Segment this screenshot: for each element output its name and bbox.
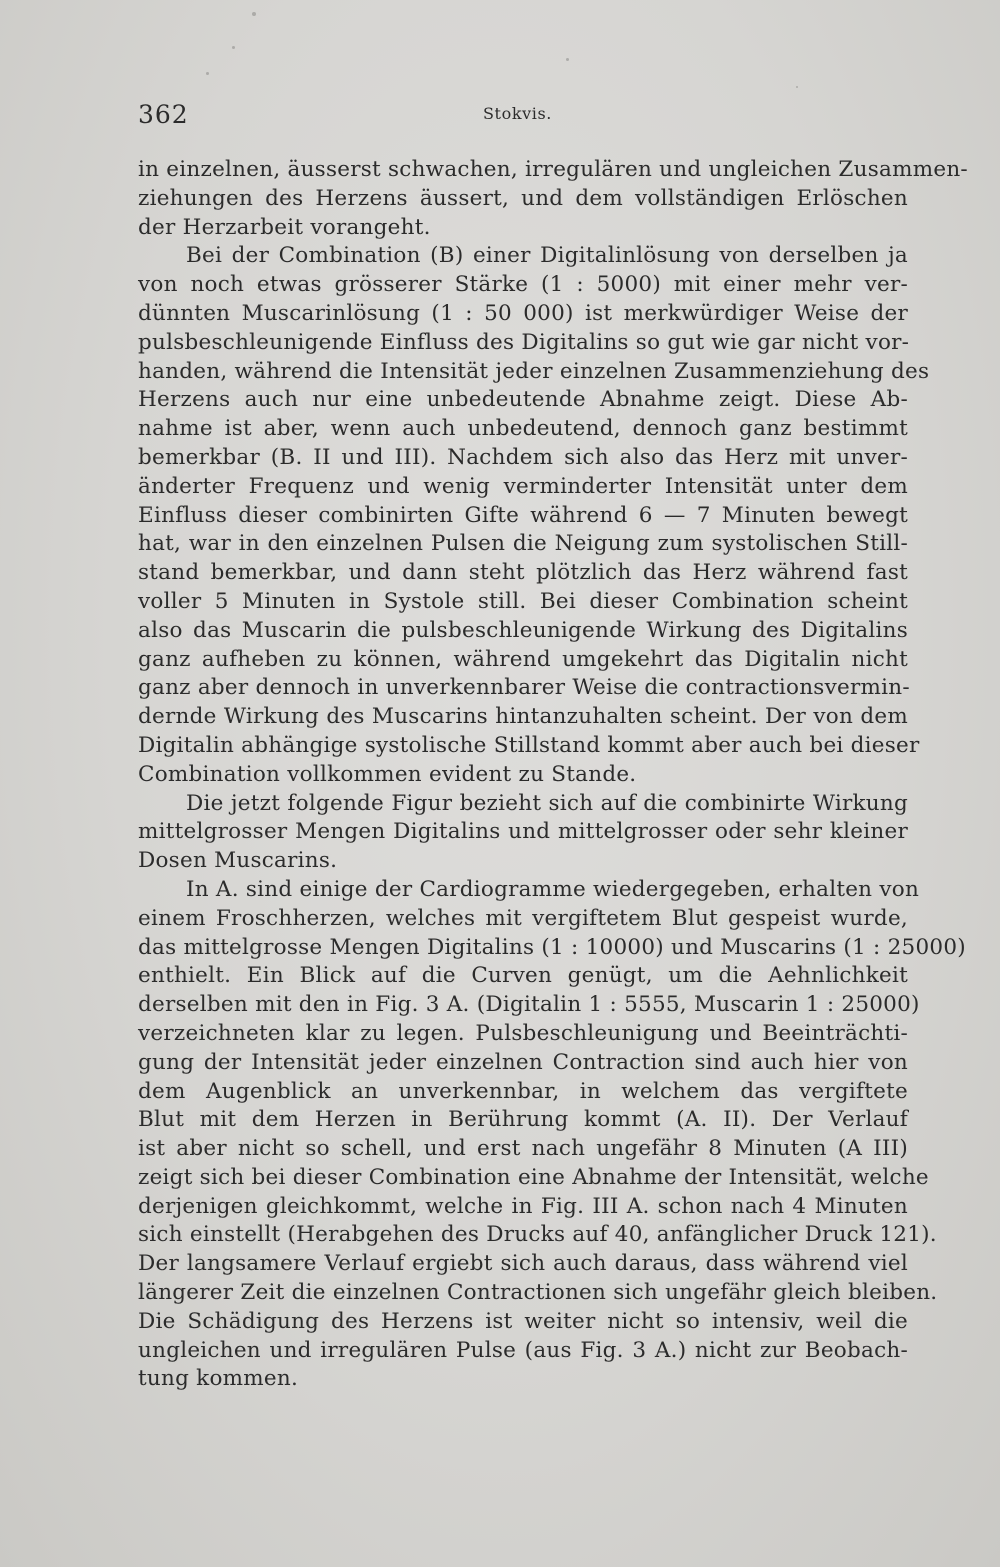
- text-line: voller 5 Minuten in Systole still. Bei dieser Combination scheint: [138, 588, 908, 614]
- text-line: dernde Wirkung des Muscarins hintanzuhalten scheint. Der von dem: [138, 704, 908, 730]
- text-line: Die Schädigung des Herzens ist weiter nicht so intensiv, weil die: [138, 1308, 908, 1334]
- text-line: das mittelgrosse Mengen Digitalins (1 : 10000) und Muscarins (1 : 25000): [138, 934, 966, 960]
- text-line: dünnten Muscarinlösung (1 : 50 000) ist merkwürdiger Weise der: [138, 300, 908, 326]
- paper-speck: [232, 46, 235, 49]
- text-line: ganz aufheben zu können, während umgekehrt das Digitalin nicht: [138, 646, 908, 672]
- text-line: dem Augenblick an unverkennbar, in welchem das vergiftete: [138, 1078, 908, 1104]
- paragraph: [138, 876, 966, 1394]
- text-line: gung der Intensität jeder einzelnen Contraction sind auch hier von: [138, 1049, 908, 1075]
- page-number: 362: [138, 100, 189, 129]
- text-line: Dosen Muscarins.: [138, 848, 338, 874]
- text-line: Bei der Combination (B) einer Digitalinlösung von derselben ja: [186, 243, 908, 269]
- text-line: Einfluss dieser combinirten Gifte während 6 — 7 Minuten bewegt: [138, 502, 908, 528]
- text-line: hat, war in den einzelnen Pulsen die Neigung zum systolischen Still-: [138, 531, 908, 557]
- text-line: sich einstellt (Herabgehen des Drucks auf 40, anfänglicher Druck 121).: [138, 1222, 937, 1248]
- text-line: In A. sind einige der Cardiogramme wiedergegeben, erhalten von: [186, 876, 920, 902]
- text-line: pulsbeschleunigende Einfluss des Digitalins so gut wie gar nicht vor-: [138, 329, 910, 355]
- text-line: Herzens auch nur eine unbedeutende Abnahme zeigt. Diese Ab-: [138, 387, 908, 413]
- text-line: einem Froschherzen, welches mit vergiftetem Blut gespeist wurde,: [138, 905, 908, 931]
- text-line: längerer Zeit die einzelnen Contractionen sich ungefähr gleich bleiben.: [138, 1280, 938, 1306]
- text-line: tung kommen.: [138, 1366, 299, 1392]
- text-line: mittelgrosser Mengen Digitalins und mittelgrosser oder sehr kleiner: [138, 819, 908, 845]
- text-line: ungleichen und irregulären Pulse (aus Fig. 3 A.) nicht zur Beobach-: [138, 1337, 908, 1363]
- text-line: bemerkbar (B. II und III). Nachdem sich also das Herz mit unver-: [138, 444, 908, 470]
- text-line: Der langsamere Verlauf ergiebt sich auch daraus, dass während viel: [138, 1251, 908, 1277]
- text-line: Die jetzt folgende Figur bezieht sich auf die combinirte Wirkung: [186, 790, 908, 816]
- text-line: ziehungen des Herzens äussert, und dem vollständigen Erlöschen: [138, 185, 908, 211]
- text-line: derselben mit den in Fig. 3 A. (Digitalin 1 : 5555, Muscarin 1 : 25000): [138, 992, 920, 1018]
- page-header: [138, 100, 908, 140]
- text-line: derjenigen gleichkommt, welche in Fig. III A. schon nach 4 Minuten: [138, 1193, 908, 1219]
- text-line: zeigt sich bei dieser Combination eine Abnahme der Intensität, welche: [138, 1164, 929, 1190]
- text-line: von noch etwas grösserer Stärke (1 : 5000) mit einer mehr ver-: [138, 272, 908, 298]
- text-line: in einzelnen, äusserst schwachen, irregulären und ungleichen Zusammen-: [138, 157, 968, 182]
- paragraph: [138, 156, 968, 242]
- text-line: handen, während die Intensität jeder einzelnen Zusammenziehung des: [138, 358, 930, 384]
- body-text: [138, 156, 968, 1394]
- text-line: enthielt. Ein Blick auf die Curven genügt, um die Aehnlichkeit: [138, 963, 908, 989]
- text-line: Digitalin abhängige systolische Stillstand kommt aber auch bei dieser: [138, 732, 920, 758]
- paragraph: [138, 790, 908, 876]
- text-line: stand bemerkbar, und dann steht plötzlich das Herz während fast: [138, 560, 908, 586]
- paper-speck: [252, 12, 256, 16]
- paper-speck: [206, 72, 209, 75]
- text-line: ganz aber dennoch in unverkennbarer Weise die contractionsvermin-: [138, 675, 910, 701]
- text-line: ist aber nicht so schell, und erst nach ungefähr 8 Minuten (A III): [138, 1136, 908, 1162]
- text-line: der Herzarbeit vorangeht.: [138, 214, 431, 240]
- text-line: also das Muscarin die pulsbeschleunigende Wirkung des Digitalins: [138, 617, 908, 643]
- paragraph: [138, 242, 930, 789]
- text-line: Blut mit dem Herzen in Berührung kommt (A. II). Der Verlauf: [138, 1107, 908, 1133]
- text-line: Combination vollkommen evident zu Stande.: [138, 761, 637, 787]
- paper-speck: [796, 86, 798, 88]
- running-title: Stokvis.: [483, 104, 552, 123]
- paper-speck: [566, 58, 569, 61]
- text-line: verzeichneten klar zu legen. Pulsbeschleunigung und Beeinträchti-: [138, 1020, 908, 1046]
- text-line: änderter Frequenz und wenig verminderter Intensität unter dem: [138, 473, 908, 499]
- text-line: nahme ist aber, wenn auch unbedeutend, dennoch ganz bestimmt: [138, 416, 908, 442]
